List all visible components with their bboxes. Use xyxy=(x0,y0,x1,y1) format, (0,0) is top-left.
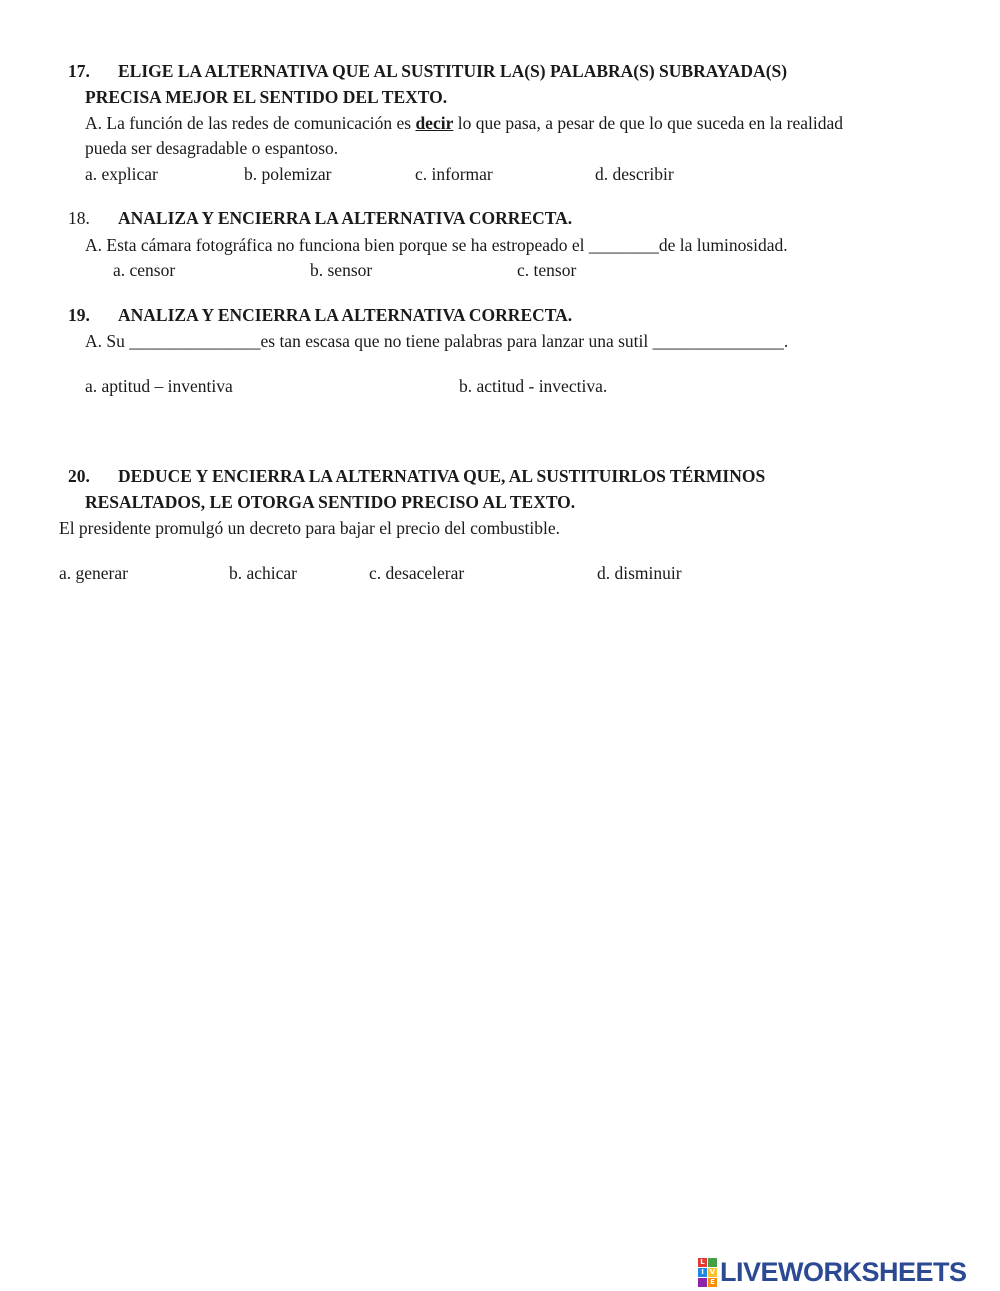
logo-square xyxy=(698,1278,707,1287)
q18-sentence: A. Esta cámara fotográfica no funciona bien porque se ha estropeado el ________de la luminosidad. xyxy=(85,235,788,255)
q17-option-a[interactable]: a. explicar xyxy=(85,164,158,184)
q18-option-b[interactable]: b. sensor xyxy=(310,260,373,280)
q17-sentence-line2: pueda ser desagradable o espantoso. xyxy=(85,138,339,158)
q20-option-c[interactable]: c. desacelerar xyxy=(369,563,465,583)
logo-mark-icon xyxy=(698,1258,717,1287)
q19-option-b[interactable]: b. actitud - invectiva. xyxy=(459,376,608,396)
q17-underlined-word: decir xyxy=(415,113,454,133)
q17-sentence-post: lo que pasa, a pesar de que lo que suceda en la realidad xyxy=(453,113,844,133)
q17-option-c[interactable]: c. informar xyxy=(415,164,493,184)
q17-sentence-pre: A. La función de las redes de comunicación es xyxy=(85,113,416,133)
q17-option-b[interactable]: b. polemizar xyxy=(244,164,332,184)
q17-title-line2: PRECISA MEJOR EL SENTIDO DEL TEXTO. xyxy=(85,87,448,107)
q17-title-line1: ELIGE LA ALTERNATIVA QUE AL SUSTITUIR LA(S) PALABRA(S) SUBRAYADA(S) xyxy=(118,61,788,81)
liveworksheets-logo xyxy=(698,1257,967,1287)
q20-option-a[interactable]: a. generar xyxy=(59,563,128,583)
q20-title-line1: DEDUCE Y ENCIERRA LA ALTERNATIVA QUE, AL SUSTITUIRLOS TÉRMINOS xyxy=(118,466,766,486)
q20-option-b[interactable]: b. achicar xyxy=(229,563,298,583)
q18-number: 18. xyxy=(68,208,90,228)
q19-sentence: A. Su _______________es tan escasa que no tiene palabras para lanzar una sutil _______________. xyxy=(85,331,789,351)
q20-number: 20. xyxy=(68,466,90,486)
q18-option-c[interactable]: c. tensor xyxy=(517,260,577,280)
q20-option-d[interactable]: d. disminuir xyxy=(597,563,682,583)
logo-text: LIVEWORKSHEETS xyxy=(720,1256,967,1287)
q20-title-line2: RESALTADOS, LE OTORGA SENTIDO PRECISO AL TEXTO. xyxy=(85,492,576,512)
q18-title: ANALIZA Y ENCIERRA LA ALTERNATIVA CORRECTA. xyxy=(118,208,573,228)
q19-number: 19. xyxy=(68,305,90,325)
q19-option-a[interactable]: a. aptitud – inventiva xyxy=(85,376,233,396)
q19-title: ANALIZA Y ENCIERRA LA ALTERNATIVA CORRECTA. xyxy=(118,305,573,325)
q20-sentence: El presidente promulgó un decreto para bajar el precio del combustible. xyxy=(59,518,560,538)
q17-sentence-line1 xyxy=(85,115,843,133)
q18-option-a[interactable]: a. censor xyxy=(113,260,176,280)
logo-square: V xyxy=(709,1267,716,1276)
logo-square xyxy=(708,1258,717,1267)
logo-square: E xyxy=(708,1278,717,1287)
q17-option-d[interactable]: d. describir xyxy=(595,164,674,184)
logo-square: I xyxy=(698,1268,707,1277)
logo-square: L xyxy=(698,1258,707,1267)
q17-number: 17. xyxy=(68,61,90,81)
